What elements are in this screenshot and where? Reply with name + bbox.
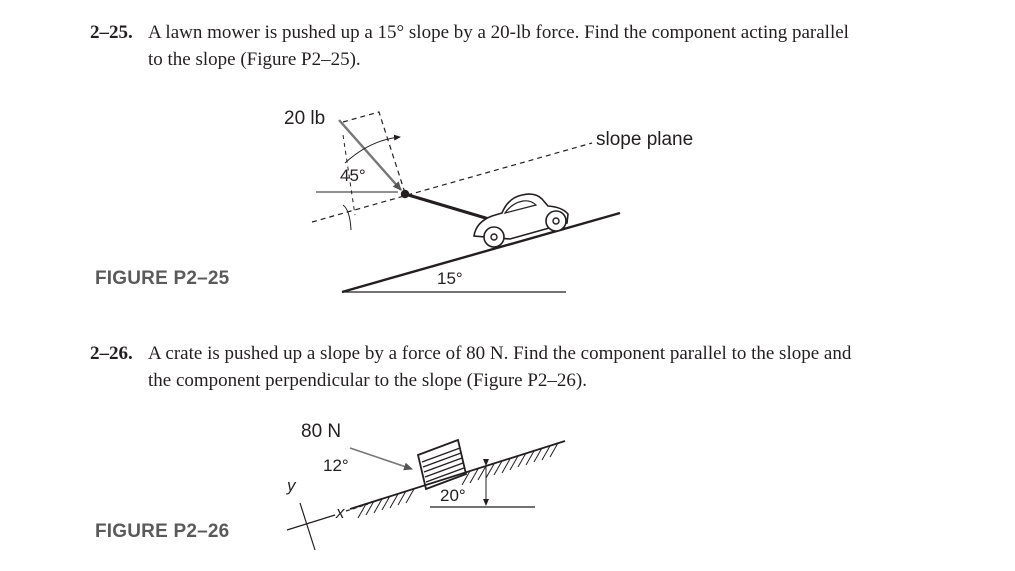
y-axis: [300, 503, 315, 550]
x-axis-label: x: [336, 503, 345, 522]
x-axis: [287, 515, 335, 530]
force-arrow: [350, 448, 412, 469]
force-label: 20 lb: [284, 108, 326, 129]
slope-angle-label: 15°: [437, 269, 463, 288]
problem-number: 2–26.: [90, 343, 133, 364]
force-label: 80 N: [301, 421, 342, 442]
problem-text-line-2: to the slope (Figure P2–25).: [148, 49, 361, 70]
problem-number: 2–25.: [90, 22, 133, 43]
figure-caption-p2-26: FIGURE P2–26: [95, 521, 230, 542]
slope-angle-label: 20°: [440, 486, 466, 505]
figure-caption-p2-25: FIGURE P2–25: [95, 268, 230, 289]
force-angle-label: 12°: [323, 456, 349, 475]
problem-text-line-1: A crate is pushed up a slope by a force of 80 N. Find the component parallel to the slope and: [148, 343, 852, 364]
angle-label: 45°: [340, 166, 366, 185]
problem-text-line-1: A lawn mower is pushed up a 15° slope by a 20-lb force. Find the component acting parallel: [148, 22, 849, 43]
slope-plane-label: slope plane: [596, 129, 694, 150]
problem-text-line-2: the component perpendicular to the slope (Figure P2–26).: [148, 370, 588, 391]
crate: [418, 440, 466, 489]
y-axis-label: y: [287, 476, 296, 495]
